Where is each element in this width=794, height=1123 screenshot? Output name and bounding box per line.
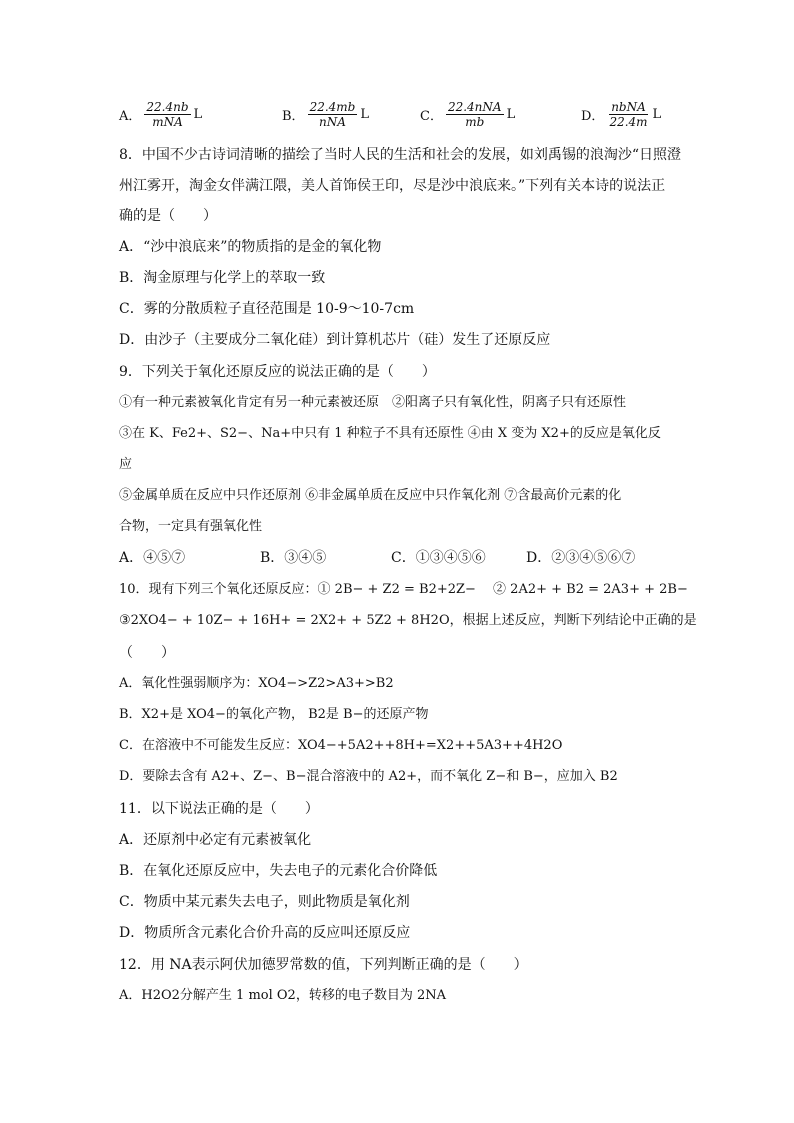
option-label: D． bbox=[581, 109, 605, 124]
q9-option-a: A．④⑤⑦ bbox=[119, 550, 186, 566]
q9-statement-7-wrap: 合物，一定具有强氧化性 bbox=[119, 519, 263, 534]
option-label: B． bbox=[282, 109, 305, 124]
q9-statement-5: ⑤金属单质在反应中只作还原剂 ⑥非金属单质在反应中只作氧化剂 ⑦含最高价元素的化 bbox=[119, 488, 622, 503]
q7-option-d bbox=[581, 100, 661, 129]
numerator: 22.4nNA bbox=[447, 100, 502, 114]
q9-statement-3-wrap: 应 bbox=[119, 457, 133, 472]
q8-stem-line3: 确的是（ ） bbox=[119, 208, 217, 224]
q7-option-a bbox=[119, 100, 202, 129]
q9-option-b: B．③④⑤ bbox=[260, 550, 327, 566]
denominator: mb bbox=[465, 115, 485, 129]
numerator: 22.4nb bbox=[146, 100, 189, 114]
q12-option-a: A．H2O2分解产生 1 mol O2，转移的电子数目为 2NA bbox=[119, 988, 446, 1003]
q10-stem: 10．现有下列三个氧化还原反应：① 2B− + Z2 = B2+2Z− ② 2A2+ + B2 = 2A3+ + 2B− bbox=[119, 582, 688, 597]
q10-equation-3: ③2XO4− + 10Z− + 16H+ = 2X2+ + 5Z2 + 8H2O，根据上述反应，判断下列结论中正确的是 bbox=[119, 613, 697, 628]
q11-option-a: A．还原剂中必定有元素被氧化 bbox=[119, 832, 312, 848]
q9-option-d: D．②③④⑤⑥⑦ bbox=[526, 550, 636, 566]
denominator: mNA bbox=[152, 115, 183, 129]
denominator: 22.4m bbox=[609, 115, 648, 129]
q11-option-d: D．物质所含元素化合价升高的反应叫还原反应 bbox=[119, 925, 411, 941]
q7-option-b bbox=[282, 100, 369, 129]
numerator: nbNA bbox=[611, 100, 646, 114]
unit: L bbox=[193, 107, 203, 122]
q9-option-c: C．①③④⑤⑥ bbox=[391, 550, 486, 566]
q8-option-a: A．“沙中浪底来”的物质指的是金的氧化物 bbox=[119, 239, 382, 255]
q8-option-c: C．雾的分散质粒子直径范围是 10-9～10-7cm bbox=[119, 301, 415, 317]
unit: L bbox=[360, 107, 369, 122]
q7-option-c bbox=[420, 100, 515, 129]
q9-statement-1: ①有一种元素被氧化肯定有另一种元素被还原 ②阳离子只有氧化性，阴离子只有还原性 bbox=[119, 395, 627, 410]
unit: L bbox=[506, 107, 516, 122]
q9-stem: 9．下列关于氧化还原反应的说法正确的是（ ） bbox=[119, 364, 436, 380]
q9-statement-3: ③在 K、Fe2+、S2−、Na+中只有 1 种粒子不具有还原性 ④由 X 变为 X2+的反应是氧化反 bbox=[119, 426, 661, 441]
q10-option-b: B．X2+是 XO4−的氧化产物， B2是 B−的还原产物 bbox=[119, 707, 429, 722]
fraction bbox=[446, 100, 504, 129]
denominator: nNA bbox=[319, 115, 346, 129]
q8-stem-line2: 州江雾开，淘金女伴满江隈，美人首饰侯王印，尽是沙中浪底来。”下列有关本诗的说法正 bbox=[119, 178, 666, 194]
q10-answer-paren: （ ） bbox=[119, 645, 175, 661]
q8-option-b: B．淘金原理与化学上的萃取一致 bbox=[119, 270, 326, 286]
fraction bbox=[308, 100, 358, 129]
q8-stem-line1: 8．中国不少古诗词清晰的描绘了当时人民的生活和社会的发展，如刘禹锡的浪淘沙“日照澄 bbox=[119, 147, 682, 163]
unit: L bbox=[652, 107, 662, 122]
numerator: 22.4mb bbox=[309, 100, 356, 114]
fraction bbox=[144, 100, 190, 129]
q10-option-a: A．氧化性强弱顺序为：XO4−>Z2>A3+>B2 bbox=[119, 676, 394, 691]
q10-option-c: C．在溶液中不可能发生反应：XO4−+5A2++8H+=X2++5A3++4H2O bbox=[119, 738, 563, 753]
option-label: C． bbox=[420, 109, 443, 124]
q11-stem: 11．以下说法正确的是（ ） bbox=[119, 801, 319, 817]
q11-option-b: B．在氧化还原反应中，失去电子的元素化合价降低 bbox=[119, 863, 438, 879]
q10-option-d: D．要除去含有 A2+、Z−、B−混合溶液中的 A2+，而不氧化 Z−和 B−，应加入 B2 bbox=[119, 769, 618, 784]
option-label: A． bbox=[119, 109, 142, 124]
q8-option-d: D．由沙子（主要成分二氧化硅）到计算机芯片（硅）发生了还原反应 bbox=[119, 332, 551, 348]
q12-stem: 12．用 NA表示阿伏加德罗常数的值，下列判断正确的是（ ） bbox=[119, 957, 528, 973]
q11-option-c: C．物质中某元素失去电子，则此物质是氧化剂 bbox=[119, 894, 410, 910]
fraction bbox=[607, 100, 649, 129]
